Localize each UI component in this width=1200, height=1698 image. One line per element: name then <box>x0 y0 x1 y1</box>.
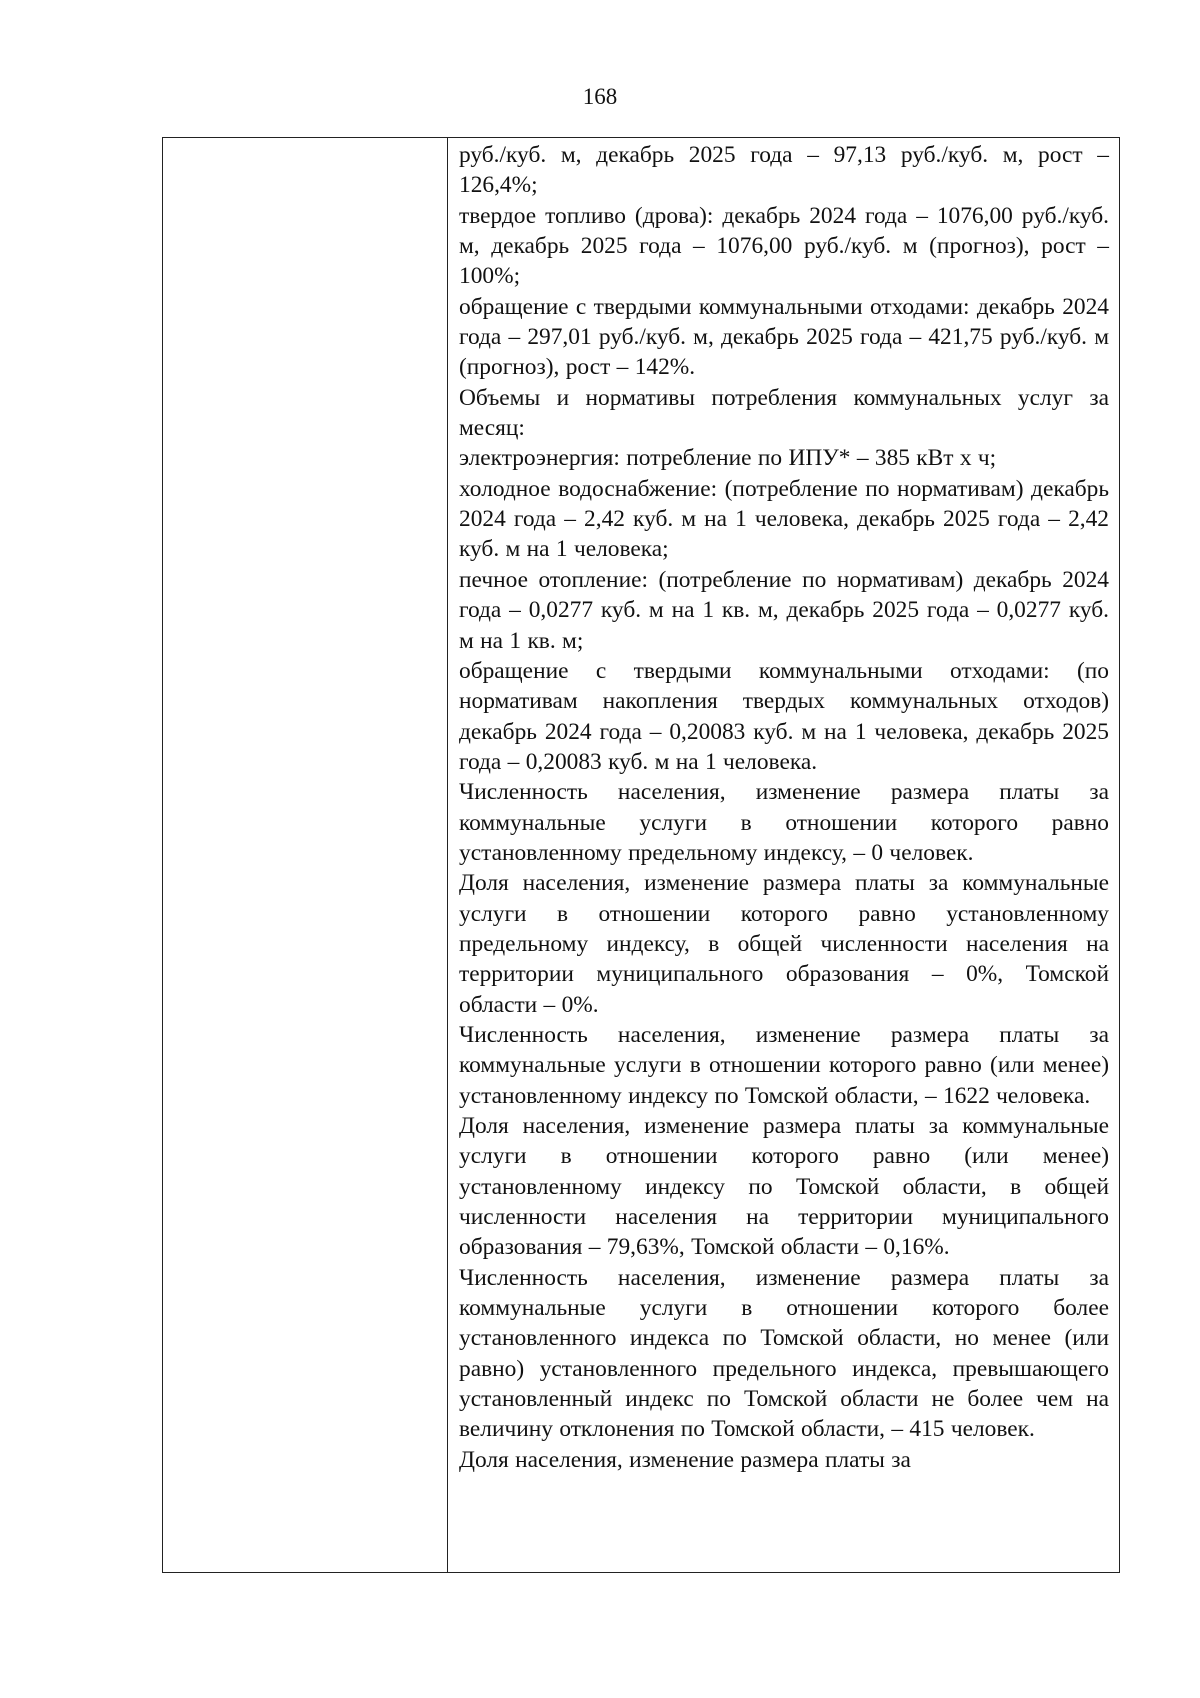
page-number: 168 <box>582 84 618 109</box>
paragraph-share-limit-index: Доля населения, изменение размера платы за коммунальные услуги в отношении которого равно установленному предельному индексу, в общей численности населения на территории муниципального образования – 0%, Томской области – 0%. <box>459 870 1109 1018</box>
paragraph-population-limit-index: Численность населения, изменение размера платы за коммунальные услуги в отношении которого равно установленному предельному индексу, – 0 человек. <box>459 779 1109 866</box>
paragraph-population-above-index: Численность населения, изменение размера платы за коммунальные услуги в отношении которого более установленного индекса по Томской области, но менее (или равно) установленного предельного индекса, превышающего установленный индекс по Томской области не более чем на величину отклонения по Томской области, – 415 человек. <box>459 1264 1109 1443</box>
paragraph-solid-fuel: твердое топливо (дрова): декабрь 2024 года – 1076,00 руб./куб. м, декабрь 2025 года – 1076,00 руб./куб. м (прогноз), рост – 100%; <box>459 202 1109 290</box>
paragraph-waste-norms: обращение с твердыми коммунальными отходами: (по нормативам накопления твердых коммунальных отходов) декабрь 2024 года – 0,20083 куб. м на 1 человека, декабрь 2025 года – 0,20083 куб. м на 1 человека. <box>459 657 1109 775</box>
paragraph-tariff-continuation: руб./куб. м, декабрь 2025 года – 97,13 руб./куб. м, рост – 126,4%; <box>459 142 1109 199</box>
paragraph-electricity: электроэнергия: потребление по ИПУ* – 385 кВт х ч; <box>459 445 997 472</box>
paragraph-stove-heating: печное отопление: (потребление по нормативам) декабрь 2024 года – 0,0277 куб. м на 1 кв. м, декабрь 2025 года – 0,0277 куб. м на 1 кв. м; <box>459 566 1109 654</box>
table-cell-right <box>448 138 1119 1572</box>
table-cell-left <box>163 138 448 1572</box>
paragraph-waste-tariff: обращение с твердыми коммунальными отходами: декабрь 2024 года – 297,01 руб./куб. м, декабрь 2025 года – 421,75 руб./куб. м (прогноз), рост – 142%. <box>459 293 1109 381</box>
paragraph-cold-water: холодное водоснабжение: (потребление по нормативам) декабрь 2024 года – 2,42 куб. м на 1 человека, декабрь 2025 года – 2,42 куб. м на 1 человека; <box>459 475 1109 563</box>
paragraph-share-above-index: Доля населения, изменение размера платы за <box>459 1446 911 1473</box>
paragraph-volumes-heading: Объемы и нормативы потребления коммунальных услуг за месяц: <box>459 384 1109 442</box>
paragraph-share-regional-index: Доля населения, изменение размера платы за коммунальные услуги в отношении которого равно (или менее) установленному индексу по Томской области, в общей численности населения на территории муниципального образования – 79,63%, Томской области – 0,16%. <box>459 1113 1109 1261</box>
document-table <box>162 137 1120 1573</box>
paragraph-population-regional-index: Численность населения, изменение размера платы за коммунальные услуги в отношении которого равно (или менее) установленному индексу по Томской области, – 1622 человека. <box>459 1021 1109 1109</box>
